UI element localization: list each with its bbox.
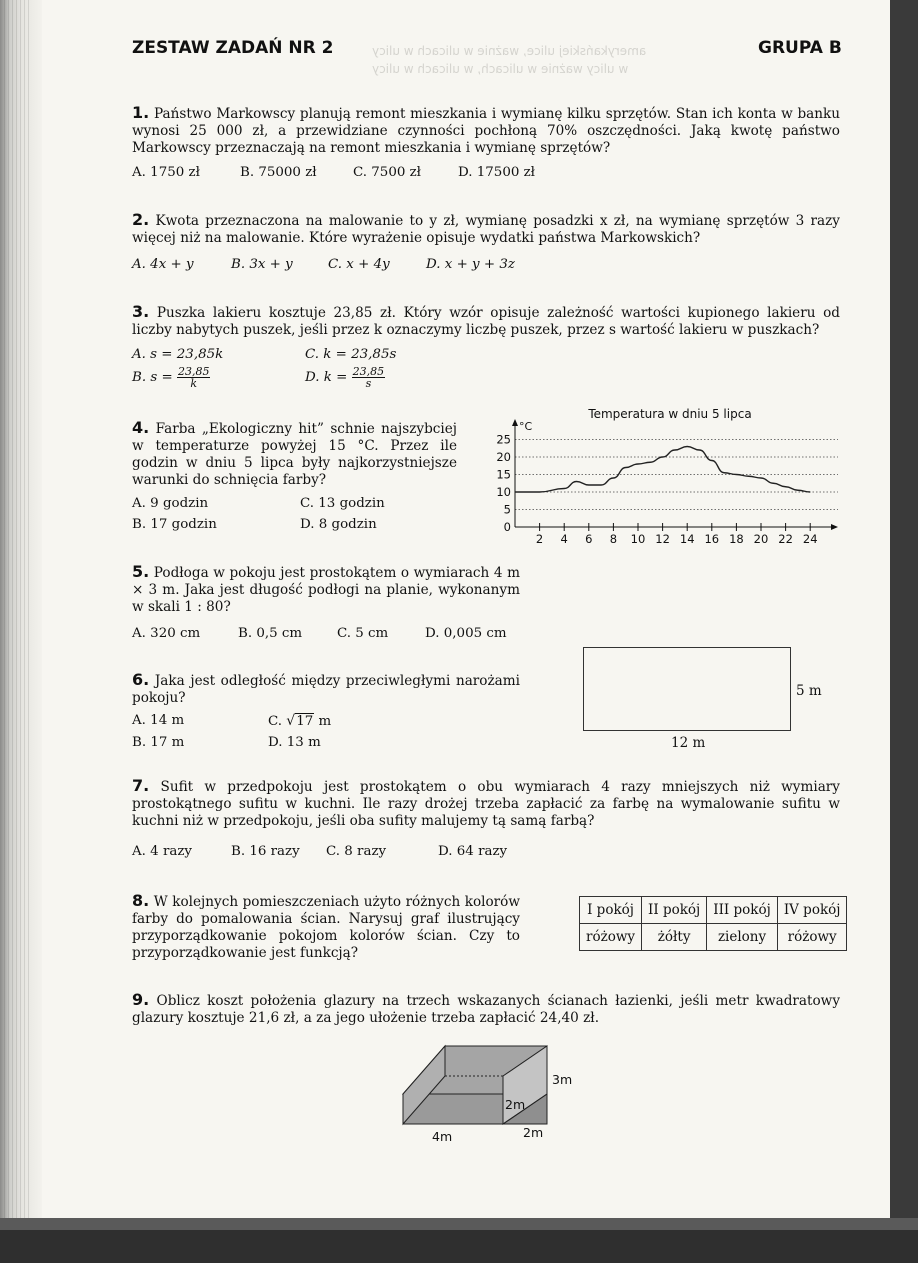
question-4-text: Farba „Ekologiczny hit” schnie najszybciej w temperaturze powyżej 15 °C. Przez ile godzin w dniu 5 lipca były najkorzystniejsze warunki do schnięcia farby?: [132, 421, 457, 488]
group-label: GRUPA B: [758, 38, 842, 58]
question-6: 6. Jaka jest odległość między przeciwległymi narożami pokoju?: [132, 670, 520, 706]
x-tick-label: 24: [802, 532, 818, 546]
table-cell: I pokój: [580, 897, 642, 924]
table-cell: II pokój: [642, 897, 707, 924]
table-row: [580, 924, 847, 951]
q6-answer-a: A. 14 m: [132, 713, 185, 728]
bleed-through: amerykańskiej ulice, ważnie w ulicach w ulicy: [372, 44, 647, 58]
x-axis-arrow: [831, 524, 838, 530]
x-tick-label: 18: [729, 532, 744, 546]
x-tick-label: 14: [679, 532, 695, 546]
x-tick-label: 12: [655, 532, 670, 546]
y-axis-arrow: [512, 419, 518, 426]
question-9: 9. Oblicz koszt położenia glazury na trzech wskazanych ścianach łazienki, jeśli metr kwadratowy glazury kosztuje 21,6 zł, a za jego ułożenie trzeba zapłacić 24,40 zł.: [132, 990, 840, 1026]
q3-answer-c: C. k = 23,85s: [305, 347, 397, 362]
q4-answer-a: A. 9 godzin: [132, 496, 209, 511]
question-1-text: Państwo Markowscy planują remont mieszkania i wymianę kilku sprzętów. Stan ich konta w banku wynosi 25 000 zł, a przewidziane czynności pochłoną 70% oszczędności. Jaką kwotę państwo Markowscy przeznaczają na remont mieszkania i wymianę sprzętów?: [132, 106, 840, 156]
y-tick-label: 5: [503, 502, 511, 517]
question-7: 7. Sufit w przedpokoju jest prostokątem o obu wymiarach 4 razy mniejszych niż wymiary prostokątnego sufitu w kuchni. Ile razy drożej trzeba zapłacić za farbę na wymalowanie sufitu w kuchni niż w przedpokoju, jeśli oba sufity malujemy tą samą farbą?: [132, 776, 840, 829]
q6-answer-c: C. √17 m: [268, 713, 332, 729]
x-tick-label: 6: [585, 532, 593, 546]
y-tick-label: 10: [496, 485, 511, 499]
chart-title: Temperatura w dniu 5 lipca: [588, 407, 752, 421]
question-5: 5. Podłoga w pokoju jest prostokątem o wymiarach 4 m × 3 m. Jaka jest długość podłogi na planie, wykonanym w skali 1 : 80?: [132, 562, 520, 615]
x-tick-label: 2: [535, 532, 544, 546]
x-tick-label: 16: [704, 532, 720, 546]
table-cell: różowy: [777, 924, 847, 951]
q2-answer-d: D. x + y + 3z: [426, 257, 515, 272]
room-color-table: [579, 896, 847, 951]
q3-answer-b: B. s = $\frac{23,85}{k}$: [132, 365, 210, 390]
q4-answer-b: B. 17 godzin: [132, 517, 217, 532]
dim-depth-label: 2m: [523, 1125, 544, 1140]
bathroom-diagram: [395, 1040, 595, 1150]
room-height-label: 5 m: [796, 683, 822, 699]
q6-answer-b: B. 17 m: [132, 735, 185, 750]
dim-inner-label: 2m: [505, 1097, 526, 1112]
x-tick-label: 22: [778, 532, 793, 546]
question-9-text: Oblicz koszt położenia glazury na trzech wskazanych ścianach łazienki, jeśli metr kwadratowy glazury kosztuje 21,6 zł, a za jego ułożenie trzeba zapłacić 24,40 zł.: [132, 993, 840, 1026]
q7-answer-c: C. 8 razy: [326, 844, 387, 859]
q7-answer-a: A. 4 razy: [132, 844, 192, 859]
table-cell: różowy: [580, 924, 642, 951]
q2-answer-c: C. x + 4y: [328, 257, 390, 272]
q1-answer-a: A. 1750 zł: [132, 165, 200, 180]
question-8-text: W kolejnych pomieszczeniach użyto różnych kolorów farby do pomalowania ścian. Narysuj graf ilustrujący przyporządkowanie pokojom kolorów ścian. Czy to przyporządkowanie jest funkcją?: [132, 894, 520, 961]
q7-answer-d: D. 64 razy: [438, 844, 508, 859]
table-cell: żółty: [642, 924, 707, 951]
temperature-chart: [490, 400, 850, 550]
y-tick-label: 20: [496, 450, 511, 464]
q5-answer-a: A. 320 cm: [132, 626, 201, 641]
question-4: 4. Farba „Ekologiczny hit” schnie najszybciej w temperaturze powyżej 15 °C. Przez ile godzin w dniu 5 lipca były najkorzystniejsze warunki do schnięcia farby?: [132, 418, 457, 488]
x-tick-label: 8: [609, 532, 618, 546]
scan-bottom-shadow: [0, 1230, 918, 1263]
question-3-text: Puszka lakieru kosztuje 23,85 zł. Który wzór opisuje zależność wartości kupionego lakieru od liczby nabytych puszek, jeśli przez k oznaczymy liczbę puszek, przez s wartość lakieru w puszkach?: [132, 305, 840, 338]
question-6-text: Jaka jest odległość między przeciwległymi narożami pokoju?: [132, 673, 520, 706]
x-tick-label: 20: [753, 532, 769, 546]
question-2: 2. Kwota przeznaczona na malowanie to y zł, wymianę posadzki x zł, na wymianę sprzętów 3 razy więcej niż na malowanie. Które wyrażenie opisuje wydatki państwa Markowskich?: [132, 210, 840, 246]
q4-answer-d: D. 8 godzin: [300, 517, 377, 532]
q4-answer-c: C. 13 godzin: [300, 496, 385, 511]
temperature-series-line: [515, 447, 810, 493]
q2-answer-b: B. 3x + y: [231, 257, 293, 272]
q7-answer-b: B. 16 razy: [231, 844, 300, 859]
table-cell: III pokój: [707, 897, 778, 924]
q5-answer-d: D. 0,005 cm: [425, 626, 507, 641]
q5-answer-b: B. 0,5 cm: [238, 626, 303, 641]
question-7-text: Sufit w przedpokoju jest prostokątem o obu wymiarach 4 razy mniejszych niż wymiary prostokątnego sufitu w kuchni. Ile razy drożej trzeba zapłacić za farbę na wymalowanie sufitu w kuchni niż w przedpokoju, jeśli oba sufity malujemy tą samą farbą?: [132, 779, 840, 829]
question-1: 1. Państwo Markowscy planują remont mieszkania i wymianę kilku sprzętów. Stan ich konta w banku wynosi 25 000 zł, a przewidziane czynności pochłoną 70% oszczędności. Jaką kwotę państwo Markowscy przeznaczają na remont mieszkania i wymianę sprzętów?: [132, 103, 840, 156]
room-rectangle: [583, 647, 791, 731]
x-tick-label: 4: [560, 532, 568, 546]
y-tick-label: 15: [496, 467, 511, 482]
question-2-text: Kwota przeznaczona na malowanie to y zł, wymianę posadzki x zł, na wymianę sprzętów 3 razy więcej niż na malowanie. Które wyrażenie opisuje wydatki państwa Markowskich?: [132, 213, 840, 246]
q1-answer-d: D. 17500 zł: [458, 165, 536, 180]
room-width-label: 12 m: [671, 735, 706, 751]
dim-length-label: 4m: [432, 1129, 453, 1144]
question-5-text: Podłoga w pokoju jest prostokątem o wymiarach 4 m × 3 m. Jaka jest długość podłogi na planie, wykonanym w skali 1 : 80?: [132, 565, 520, 615]
q2-answer-a: A. 4x + y: [132, 257, 194, 272]
y-axis-unit: °C: [519, 420, 533, 433]
dim-height-label: 3m: [552, 1072, 573, 1087]
question-3: 3. Puszka lakieru kosztuje 23,85 zł. Który wzór opisuje zależność wartości kupionego lakieru od liczby nabytych puszek, jeśli przez k oznaczymy liczbę puszek, przez s wartość lakieru w puszkach?: [132, 302, 840, 338]
y-tick-label: 25: [496, 432, 511, 447]
bleed-through: w ulicy ważnie w ulicach, w ulicach w ulicy: [372, 62, 629, 76]
q1-answer-b: B. 75000 zł: [240, 165, 317, 180]
q5-answer-c: C. 5 cm: [337, 626, 389, 641]
question-8: 8. W kolejnych pomieszczeniach użyto różnych kolorów farby do pomalowania ścian. Narysuj graf ilustrujący przyporządkowanie pokojom kolorów ścian. Czy to przyporządkowanie jest funkcją?: [132, 891, 520, 961]
table-cell: IV pokój: [777, 897, 847, 924]
table-cell: zielony: [707, 924, 778, 951]
worksheet-title: ZESTAW ZADAŃ NR 2: [132, 38, 334, 58]
q3-answer-d: D. k = $\frac{23,85}{s}$: [305, 365, 385, 390]
x-tick-label: 10: [630, 532, 646, 546]
y-tick-label: 0: [503, 520, 511, 534]
q6-answer-d: D. 13 m: [268, 735, 321, 750]
q1-answer-c: C. 7500 zł: [353, 165, 422, 180]
table-row: [580, 897, 847, 924]
q3-answer-a: A. s = 23,85k: [132, 347, 224, 362]
book-spine: [0, 0, 42, 1230]
